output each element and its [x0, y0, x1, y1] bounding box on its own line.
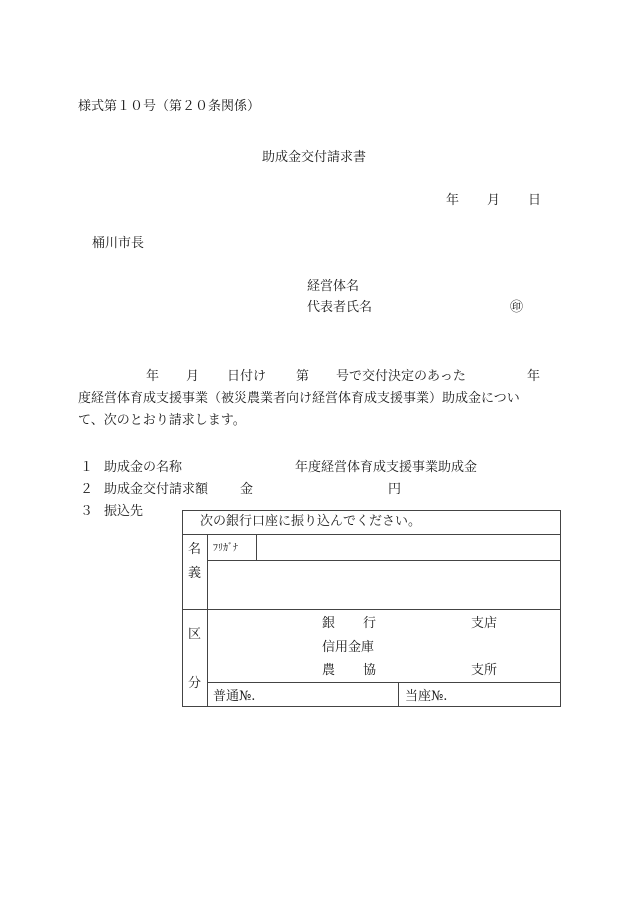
item-2-number: ２ — [80, 482, 94, 497]
item-1-label: 助成金の名称 — [104, 460, 183, 475]
bank-label-1: 銀 — [322, 616, 336, 631]
form-number: 様式第１０号（第２０条関係） — [78, 99, 261, 114]
entity-name-label: 経営体名 — [307, 279, 360, 294]
addressee: 桶川市長 — [92, 236, 145, 251]
representative-name-label: 代表者氏名 — [307, 300, 373, 315]
body-month: 月 — [186, 369, 200, 384]
body-year: 年 — [146, 369, 160, 384]
table-divider — [207, 560, 561, 561]
item-3-number: ３ — [80, 504, 94, 519]
table-divider — [182, 609, 561, 610]
item-2-prefix: 金 — [240, 482, 254, 497]
body-decision-text: 号で交付決定のあった — [336, 369, 466, 384]
ordinary-account-label: 普通№. — [213, 689, 256, 704]
seal-mark: ㊞ — [510, 300, 524, 315]
body-dated: 日付け — [227, 369, 267, 384]
date-day-label: 日 — [528, 193, 542, 208]
body-line-3: て、次のとおり請求します。 — [78, 413, 246, 428]
agri-coop-label-1: 農 — [322, 663, 336, 678]
date-month-label: 月 — [487, 193, 501, 208]
furigana-label: ﾌﾘｶﾞﾅ — [213, 543, 238, 554]
item-2-label: 助成金交付請求額 — [104, 482, 209, 497]
table-divider — [256, 534, 257, 560]
name-label-1: 名 — [188, 542, 202, 557]
office-label: 支所 — [471, 663, 498, 678]
item-1-number: １ — [80, 460, 94, 475]
item-2-suffix: 円 — [388, 482, 402, 497]
name-label-2: 義 — [188, 566, 202, 581]
kubun-label-1: 区 — [188, 627, 202, 642]
kubun-label-2: 分 — [188, 676, 202, 691]
table-divider — [207, 682, 561, 683]
credit-union-label: 信用金庫 — [322, 640, 375, 655]
agri-coop-label-2: 協 — [363, 663, 377, 678]
document-title: 助成金交付請求書 — [262, 150, 367, 165]
table-divider — [207, 534, 208, 707]
item-3-label: 振込先 — [104, 504, 144, 519]
bank-label-2: 行 — [363, 616, 377, 631]
body-line-2: 度経営体育成支援事業（被災農業者向け経営体育成支援事業）助成金につい — [78, 391, 520, 406]
body-no: 第 — [296, 369, 310, 384]
item-1-value: 年度経営体育成支援事業助成金 — [295, 460, 478, 475]
table-header: 次の銀行口座に振り込んでください。 — [200, 514, 422, 529]
body-year-2: 年 — [527, 369, 541, 384]
table-divider — [182, 534, 561, 535]
current-account-label: 当座№. — [405, 689, 448, 704]
date-year-label: 年 — [446, 193, 460, 208]
branch-label: 支店 — [471, 616, 498, 631]
table-divider — [398, 682, 399, 707]
